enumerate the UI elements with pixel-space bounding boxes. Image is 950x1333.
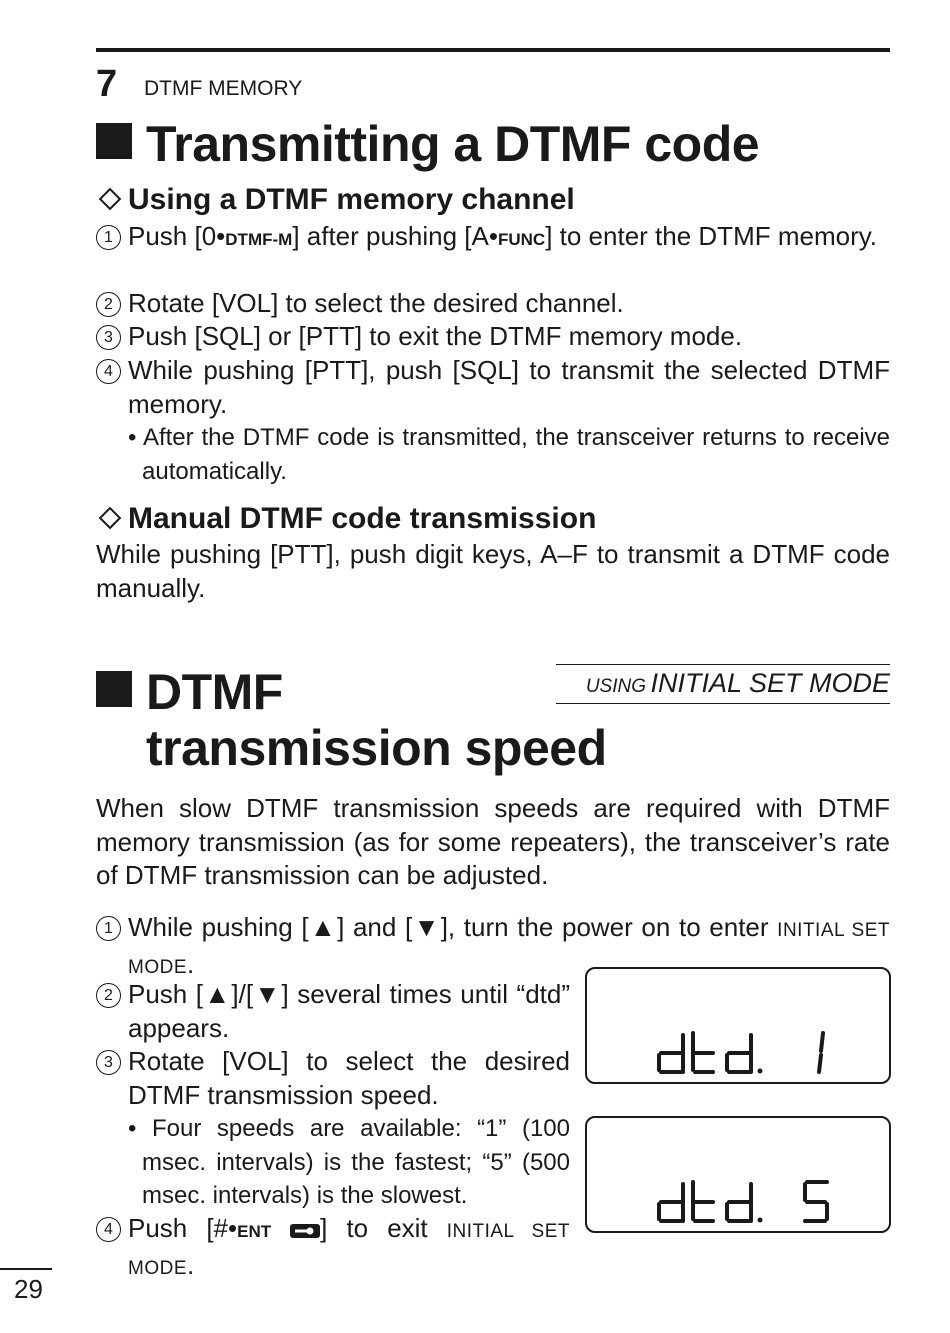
step-number [96,911,124,945]
lcd-char-t [693,1182,713,1221]
step-text: Rotate [VOL] to select the desired DTMF transmission speed. [128,1046,570,1110]
text-part: . [187,948,195,979]
page-number: 29 [14,1274,43,1304]
mode-name: INITIAL SET MODE [650,668,890,698]
text-part: While pushing [▲] and [▼], turn the power on to enter [128,912,778,942]
lcd-char-5 [805,1182,827,1221]
key-label: ENT [237,1222,272,1241]
text-part: Push [0• [128,221,226,251]
step-circle: 4 [96,359,121,384]
step-text: While pushing [PTT], push [SQL] to transmit the selected DTMF memory. [128,355,890,419]
step-number [96,1212,124,1246]
step-number [96,220,124,254]
text-part: ] to exit [320,1213,447,1243]
step-3-speed [96,1045,570,1112]
diamond-bullet-icon [99,188,122,211]
chapter-title: DTMF MEMORY [144,77,303,100]
step-4-memory [96,354,890,421]
step-4-speed [96,1212,570,1285]
lcd-char-d [727,1184,751,1221]
mode-name: INITIAL SET MODE [128,1221,570,1279]
step-circle: 1 [96,225,121,250]
step-number [96,1045,124,1079]
text-part: . [187,1249,195,1280]
using-mode-banner [556,664,890,704]
step-text [128,220,890,257]
using-mode-text [586,668,890,699]
step-circle: 4 [96,1217,121,1242]
step-text: Rotate [VOL] to select the desired channel. [128,288,624,318]
lcd-readout [587,969,889,1082]
speed-intro-text: When slow DTMF transmission speeds are required with DTMF memory transmission (as for some repeaters), the transceiver’s rate of DTMF transmission can be adjusted. [96,793,890,890]
lcd-char-1 [819,1033,823,1072]
key-label: FUNC [497,230,546,249]
step-text: Push [▲]/[▼] several times until “dtd” appears. [128,979,570,1043]
page-number-rule [0,1268,52,1270]
lcd-dot [758,1069,763,1074]
step-2-memory [96,287,890,321]
lcd-char-d [659,1035,683,1072]
note-speeds: • Four speeds are available: “1” (100 msec. intervals) is the fastest; “5” (500 msec. intervals) is the slowest. [128,1115,570,1209]
step-3-memory [96,320,890,354]
using-label: USING [585,676,646,697]
step-number [96,287,124,321]
lcd-display-dtd-5 [585,1116,891,1233]
step-1-memory [96,220,890,257]
step-number [96,978,124,1012]
subsection-title-text: Using a DTMF memory channel [128,183,575,216]
chapter-number: 7 [96,63,118,105]
lcd-char-t [693,1033,713,1072]
section-title-text: DTMF [146,664,283,720]
step-circle: 2 [96,292,121,317]
text-part: ] after pushing [A• [292,221,498,251]
diamond-bullet-icon [99,507,122,530]
note-auto-receive: • After the DTMF code is transmitted, the transceiver returns to receive automatically. [128,424,890,485]
step-number [96,320,124,354]
square-bullet-icon [96,123,132,159]
square-bullet-icon [96,671,132,707]
lock-key-icon [290,1224,320,1238]
step-circle: 3 [96,1050,121,1075]
section-title-dtmf [96,664,283,720]
step-circle: 3 [96,325,121,350]
subsection-title-memory-channel [96,183,575,217]
text-part: Push [#• [128,1213,238,1243]
lcd-char-d [727,1035,751,1072]
key-label: DTMF-M [225,230,293,249]
lcd-readout [587,1118,889,1231]
text-part: ] to enter the DTMF memory. [545,221,878,251]
step-circle: 2 [96,983,121,1008]
lcd-dot [758,1218,763,1223]
step-number [96,354,124,388]
step-circle: 1 [96,916,121,941]
mode-name: INITIAL SET MODE [128,920,891,978]
step-text: Push [SQL] or [PTT] to exit the DTMF memory mode. [128,321,743,351]
section-title-text: Transmitting a DTMF code [146,116,760,172]
step-text [128,1212,570,1285]
subsection-title-manual [96,502,596,536]
lcd-display-dtd-1 [585,967,891,1084]
subsection-title-text: Manual DTMF code transmission [128,502,597,535]
header-rule [96,48,890,52]
lcd-char-d [659,1184,683,1221]
step-2-speed [96,978,570,1045]
manual-transmission-text: While pushing [PTT], push digit keys, A–F to transmit a DTMF code manually. [96,539,890,603]
section-title-speed: transmission speed [146,720,607,776]
section-title-transmitting [96,116,759,172]
